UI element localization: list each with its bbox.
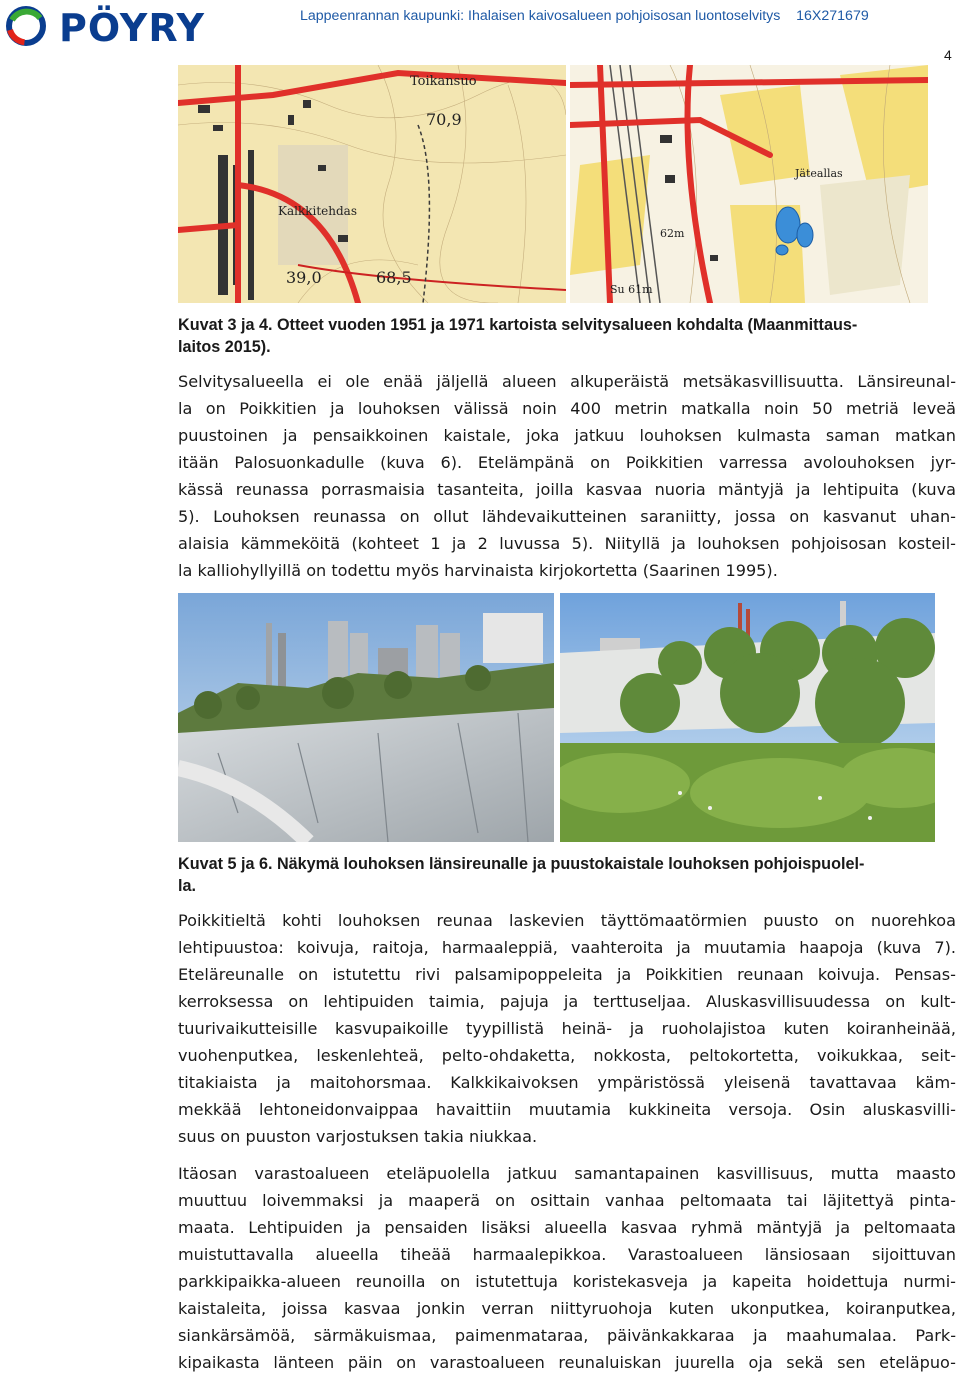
text-line: 5). Louhoksen reunassa on ollut lähdevaikutteinen saraniitty, jossa on kasvanut uhan- bbox=[178, 507, 956, 526]
map-label: Jäteallas bbox=[795, 167, 843, 180]
caption-line: Kuvat 5 ja 6. Näkymä louhoksen länsireunalle ja puustokaistale louhoksen pohjoispuolel- bbox=[178, 855, 865, 873]
logo-text: PÖYRY bbox=[59, 6, 206, 50]
photo-quarry-west-edge bbox=[178, 593, 554, 842]
text-line: la kalliohyllyillä on todettu myös harvinaista kirjokortetta (Saarinen 1995). bbox=[178, 561, 778, 580]
text-line: la on Poikkitien ja louhoksen välissä noin 400 metrin matkalla noin 50 metriä leveä bbox=[178, 399, 956, 418]
map-label: 68,5 bbox=[376, 268, 412, 287]
figure-caption-photos bbox=[178, 853, 960, 897]
body-paragraph-1 bbox=[178, 368, 956, 584]
map-label: Kalkkitehdas bbox=[278, 204, 357, 218]
map-label: Su 61m bbox=[610, 283, 653, 296]
map-1971 bbox=[570, 65, 928, 303]
report-title: Lappeenrannan kaupunki: Ihalaisen kaivosalueen pohjoisosan luontoselvitys bbox=[300, 8, 781, 24]
map-label: 62m bbox=[660, 227, 685, 240]
poyry-logo bbox=[4, 6, 244, 50]
text-line: muistuttavalla alueella tiheää harmaalepikkoa. Varastoalueen länsiosaan sijoittuvan bbox=[178, 1245, 956, 1264]
text-line: muuttuu loivemmaksi ja maaperä on osittain vanhaa peltomaata tai läjitettyä pinta- bbox=[178, 1191, 956, 1210]
map-1951 bbox=[178, 65, 566, 303]
caption-line: laitos 2015). bbox=[178, 338, 271, 356]
map-label: 70,9 bbox=[426, 110, 462, 129]
text-line: Poikkitieltä kohti louhoksen reunaa laskevien täyttömaatörmien puusto on nuorehkoa bbox=[178, 911, 956, 930]
figure-caption-maps bbox=[178, 314, 960, 358]
text-line: kaistaleita, joissa kasvaa jonkin verran niittyruohoja kuten ukonputkea, koiranputkea, bbox=[178, 1299, 956, 1318]
text-line: Selvitysalueella ei ole enää jäljellä alueen alkuperäistä metsäkasvillisuutta. Länsireunal- bbox=[178, 372, 956, 391]
text-line: maata. Lehtipuiden ja pensaiden lisäksi alueella kasvaa ryhmä mäntyjä ja peltomaata bbox=[178, 1218, 956, 1237]
document-title bbox=[300, 8, 869, 24]
page-number: 4 bbox=[944, 47, 952, 63]
document-code: 16X271679 bbox=[796, 8, 869, 24]
text-line: kerroksessa on lehtipuiden taimia, pajuja ja terttuseljaa. Aluskasvillisuudessa on kult- bbox=[178, 992, 956, 1011]
text-line: titakiaista ja maitohorsmaa. Kalkkikaivoksen ympäristössä yleisenä tavattavaa käm- bbox=[178, 1073, 956, 1092]
text-line: parkkipaikka-alueen reunoilla on istutettuja koristekasveja ja kapeita hoidettuja nurmi- bbox=[178, 1272, 956, 1291]
text-line: mekkää lehtoneidonvaippaa havaittiin muutamia kukkineita versoja. Osin aluskasvilli- bbox=[178, 1100, 956, 1119]
text-line: kipaikasta länteen päin on varastoalueen reunaluiskan juurella oja sekä sen eteläpuo- bbox=[178, 1353, 956, 1372]
map-label: Toikansuo bbox=[410, 74, 477, 89]
page-header bbox=[0, 0, 960, 63]
map-label: 39,0 bbox=[286, 268, 322, 287]
text-line: suus on puuston varjostuksen takia niukkaa. bbox=[178, 1127, 538, 1146]
text-line: alaisia kämmeköitä (kohteet 1 ja 2 luvussa 5). Niityllä ja louhoksen pohjoisosan kosteil- bbox=[178, 534, 956, 553]
text-line: kässä reunassa porrasmaisia tasanteita, joilla kasvaa nuoria mäntyjä ja lehtipuita (kuva bbox=[178, 480, 956, 499]
text-line: vuohenputkea, leskenlehteä, pelto-ohdaketta, nokkosta, peltokortetta, voikukkaa, seit- bbox=[178, 1046, 956, 1065]
text-line: itään Palosuonkadulle (kuva 6). Etelämpänä on Poikkitien varressa avolouhoksen jyr- bbox=[178, 453, 956, 472]
text-line: Itäosan varastoalueen eteläpuolella jatkuu samantapainen kasvillisuus, mutta maasto bbox=[178, 1164, 956, 1183]
body-paragraph-2 bbox=[178, 907, 956, 1150]
caption-line: la. bbox=[178, 877, 196, 895]
text-line: puustoinen ja pensaikkoinen kaistale, joka jatkuu louhoksen kulmasta saman matkan bbox=[178, 426, 956, 445]
text-line: Eteläreunalle on istutettu rivi palsamipoppeleita ja Poikkitien reunaan koivuja. Pensas- bbox=[178, 965, 956, 984]
poyry-logo-icon bbox=[4, 6, 54, 46]
text-line: tuurivaikutteisille kasvupaikoille tyypillistä heinä- ja ruoholajistoa kuten koiranheinää, bbox=[178, 1019, 956, 1038]
body-paragraph-3 bbox=[178, 1160, 956, 1376]
text-line: lehtipuustoa: koivuja, raitoja, harmaaleppiä, vaahteroita ja muutamia haapoja (kuva 7). bbox=[178, 938, 956, 957]
caption-line: Kuvat 3 ja 4. Otteet vuoden 1951 ja 1971 kartoista selvitysalueen kohdalta (Maanmittaus- bbox=[178, 316, 858, 334]
text-line: siankärsämöä, särmäkuismaa, paimenmataraa, päivänkakkaraa ja maahumalaa. Park- bbox=[178, 1326, 956, 1345]
photo-tree-strip-north bbox=[560, 593, 935, 842]
